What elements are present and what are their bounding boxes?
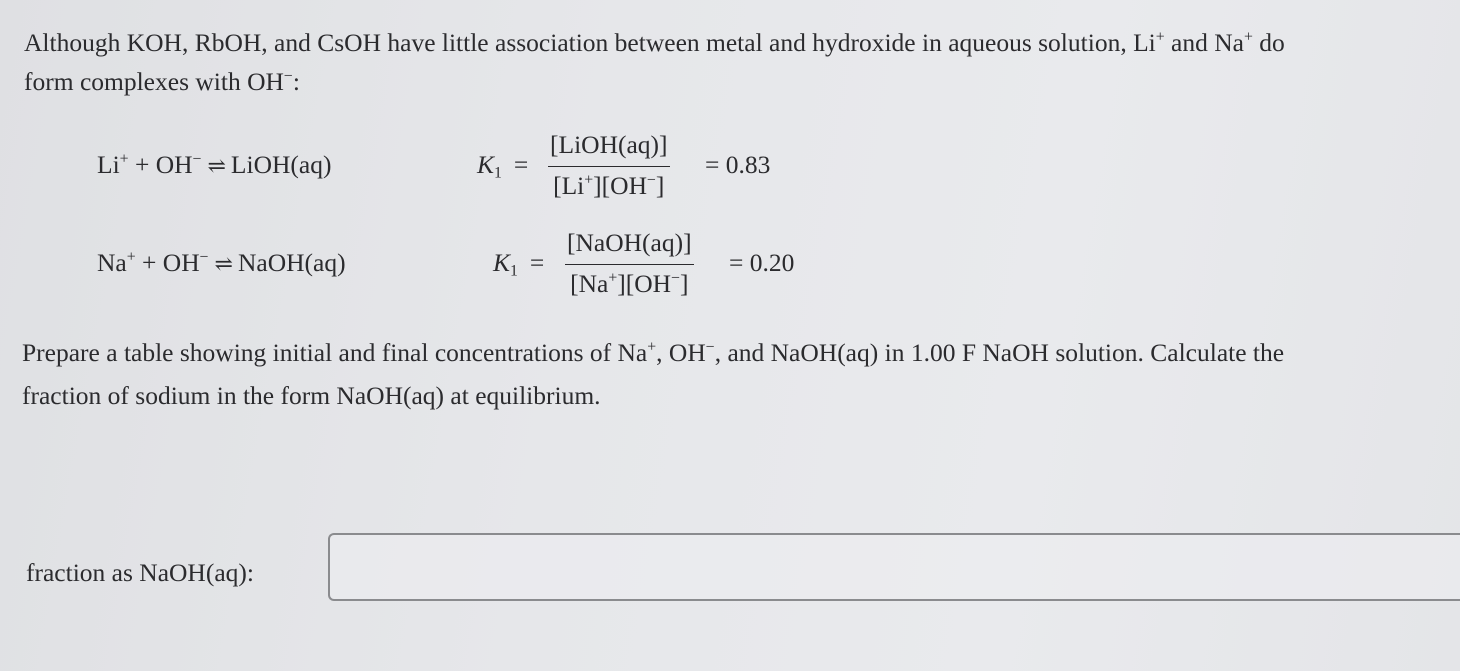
superscript-plus: +: [1155, 28, 1165, 46]
reaction-li: [97, 150, 331, 180]
superscript-minus: −: [192, 150, 202, 168]
reactant-hydroxide: + OH: [128, 150, 193, 179]
superscript-plus: +: [584, 171, 594, 189]
equals-sign: =: [529, 248, 545, 277]
fraction-denominator: [548, 167, 670, 201]
prompt-text: , OH: [656, 338, 706, 367]
superscript-plus: +: [647, 338, 657, 356]
denominator-part: ]: [680, 269, 689, 298]
superscript-plus: +: [1243, 28, 1253, 46]
denominator-part: ]: [655, 171, 665, 200]
k-subscript: 1: [494, 164, 502, 182]
fraction-denominator: [565, 265, 694, 299]
prompt-line-1: [22, 334, 1284, 372]
prompt-line-2: fraction of sodium in the form NaOH(aq) at equilibrium.: [22, 381, 601, 410]
intro-text: form complexes with OH: [24, 67, 284, 96]
superscript-minus: −: [647, 171, 656, 189]
reactant-ion: Na: [97, 248, 127, 277]
k-expression-li: [477, 150, 528, 180]
prompt-text: , and NaOH(aq) in 1.00 F NaOH solution. Calculate the: [714, 338, 1285, 367]
reaction-na: [97, 248, 346, 278]
intro-text: and Na: [1164, 28, 1244, 57]
k-symbol: K: [493, 248, 511, 277]
intro-text: Although KOH, RbOH, and CsOH have little association between metal and hydroxide in aqueous solution, Li: [24, 28, 1156, 57]
k-value-na: = 0.20: [729, 248, 795, 277]
superscript-minus: −: [705, 338, 715, 356]
answer-label: fraction as NaOH(aq):: [26, 558, 254, 587]
fraction-numerator: [LiOH(aq)]: [548, 130, 670, 167]
fraction-answer-input[interactable]: [328, 533, 1460, 601]
fraction-na: [565, 228, 694, 299]
intro-text: :: [292, 67, 300, 96]
reaction-product: LiOH(aq): [230, 150, 332, 179]
k-expression-na: [493, 248, 544, 278]
reaction-product: NaOH(aq): [237, 248, 346, 277]
fraction-numerator: [NaOH(aq)]: [565, 228, 694, 265]
denominator-part: ][OH: [617, 269, 672, 298]
superscript-plus: +: [126, 248, 136, 266]
superscript-plus: +: [608, 269, 618, 287]
k-value-li: = 0.83: [705, 150, 771, 179]
k-symbol: K: [477, 150, 495, 179]
superscript-minus: −: [199, 248, 209, 266]
equilibrium-arrows-icon: ⇌: [214, 251, 230, 276]
fraction-li: [548, 130, 670, 201]
superscript-plus: +: [119, 150, 129, 168]
equals-sign: =: [513, 150, 529, 179]
denominator-part: ][OH: [593, 171, 647, 200]
equilibrium-arrows-icon: ⇌: [207, 153, 223, 178]
denominator-part: [Li: [553, 171, 585, 200]
intro-line-1: [24, 24, 1285, 62]
denominator-part: [Na: [570, 269, 609, 298]
superscript-minus: −: [671, 269, 680, 287]
reactant-ion: Li: [97, 150, 120, 179]
superscript-minus: −: [283, 67, 293, 85]
prompt-text: Prepare a table showing initial and final concentrations of Na: [22, 338, 648, 367]
k-subscript: 1: [510, 262, 518, 280]
intro-line-2: [24, 63, 300, 101]
reactant-hydroxide: + OH: [135, 248, 200, 277]
intro-text: do: [1252, 28, 1285, 57]
